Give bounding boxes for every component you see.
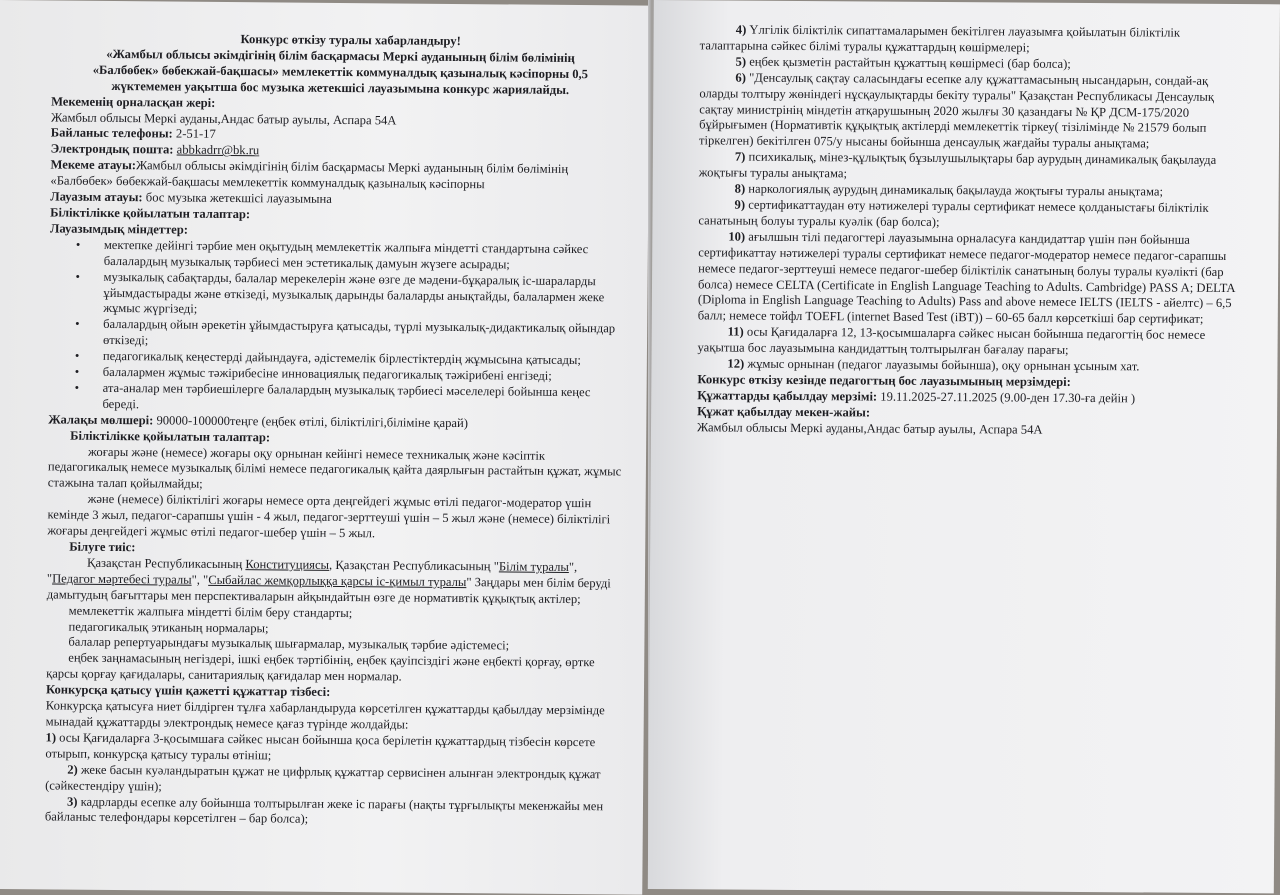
list-item [75,237,628,274]
right-page [648,0,1280,893]
law-link-teacher-status[interactable]: Педагог мәртебесі туралы [52,571,192,587]
doc-item [698,325,1248,361]
doc-item [45,730,623,767]
knowledge-text: " Заңдары мен білім беруді дамытудың бағыттары мен перспективаларын айқындайтын өзге де нормативтік құқықтық актілер; [46,574,611,606]
phone-value: 2-51-17 [172,126,216,142]
law-link-education[interactable]: Білім туралы [498,559,569,574]
doc-num: 6) [735,70,747,85]
doc-item [699,150,1249,186]
announcement-title-line-4: жүктемемен уақытша бос музыка жетекшісі лауазымына конкурс жариялайды. [111,78,570,97]
doc-num: 12) [727,356,745,371]
org-name-label: Мекеме атауы: [50,157,137,173]
position-label: Лауазым атауы: [50,189,143,205]
acceptance-address-label: Құжат қабылдау мекен-жайы: [697,404,871,420]
announcement-title-line-3: «Балбөбек» бөбекжай-бақшасы» мемлекеттік коммуналдық қазыналық кәсіпорны 0,5 [92,62,589,81]
acceptance-value: 19.11.2025-27.11.2025 (9.00-ден 17.30-ға дейін ) [877,389,1136,406]
doc-text: ағылшын тілі педагогтері лауазымына орналасуға кандидаттар үшін пән бойынша сертификаттау нәтижелері туралы сертификат немесе педагог-модератор немесе педагог-сарапшы немесе педагог-зерттеуші немесе педагог-шебер біліктілік санатының болуы туралы куәлікті (бар болса) немесе CELTA (Certificate in English Language Teaching to Adults. Cambridge) PASS A; DELTA (Diploma in English Language Teaching to Adults) Pass and above немесе IELTS (IELTS - айелтс) – 6,5 балл; немесе тойфл TOEFL (internet Based Test (iBT)) – 60-65 балл көрсеткіші бар сертификат; [697,229,1235,327]
doc-text: осы Қағидаларға 3-қосымшаға сәйкес нысан бойынша қоса берілетін құжаттардың тізбесін көрсете отырып, конкурсқа қатысу туралы өтініш; [45,730,596,763]
list-item [75,269,627,321]
doc-item [698,197,1248,233]
knowledge-item: еңбек заңнамасының негіздері, ішкі еңбек тәртібінің, еңбек қауіпсіздігі және еңбекті қорғау, өртке қарсы қорғау қағидалары, санитариялық қағидалар мен нормалар. [46,650,595,684]
law-link-anticorruption[interactable]: Сыбайлас жемқорлыққа қарсы іс-қимыл туралы [208,572,467,589]
acceptance-label: Құжаттарды қабылдау мерзімі: [697,388,878,404]
duties-heading: Лауазымдық міндеттер: [49,221,189,237]
doc-num: 5) [735,54,747,69]
phone-label: Байланыс телефоны: [50,125,173,141]
doc-num: 10) [728,229,746,244]
requirement-text: және (немесе) біліктілігі жоғары немесе орта деңгейдегі жұмыс өтілі педагог-модератор үшін кемінде 3 жыл, педагог-сарапшы үшін - 4 жыл, педагог-зерттеуші үшін – 5 жыл және (немесе) біліктілігі жоғары деңгейдегі жұмыс өтілі педагог-шебер үшін – 5 жыл. [47,492,611,541]
duty-text: балалардың ойын әрекетін ұйымдастыруға қатысады, түрлі музыкалық-дидактикалық ойындар өткізеді; [102,317,616,348]
announcement-title: Конкурс өткізу туралы хабарландыру! [240,32,461,49]
email-label: Электрондық пошта: [50,141,174,157]
bullet-icon: • [75,237,81,252]
doc-text: жұмыс орнынан (педагог лауазымы бойынша), оқу орнынан ұсыным хат. [744,356,1140,374]
docs-intro: Конкурсқа қатысуға ниет білдірген тұлға хабарландыруда көрсетілген құжаттарды қабылдау мерзімінде мынадай құжаттарды электрондық немесе қағаз түрінде жолдайды: [45,698,605,732]
bullet-icon: • [74,348,80,363]
bullet-icon: • [75,269,81,284]
doc-item [45,794,623,831]
docs-heading: Конкурсқа қатысу үшін қажетті құжаттар тізбесі: [45,682,331,700]
doc-num: 3) [66,794,78,809]
doc-num: 9) [734,197,746,212]
knowledge-item: балалар репертуарындағы музыкалық шығармалар, музыкалық тәрбие әдістемесі; [68,635,510,653]
deadline-heading: Конкурс өткізу кезінде педагогтың бос лауазымының мерзімдері: [697,372,1071,389]
doc-num: 11) [727,324,744,339]
knowledge-text: ", " [191,572,209,587]
acceptance-address-value: Жамбыл облысы Меркі ауданы,Андас батыр ауылы, Аспара 54А [696,419,1043,437]
position-value: бос музыка жетекшісі лауазымына [142,190,332,206]
list-item [74,380,626,417]
knowledge-text: ", " [46,559,578,586]
doc-num: 2) [67,762,78,777]
doc-text: кадрларды есепке алу бойынша толтырылған жеке іс парағы (нақты тұрғылықты мекенжайы мен байланыс телефондары көрсетілген – бар болса); [44,794,604,827]
knowledge-heading: Білуге тиіс: [69,539,136,555]
duty-text: мектепке дейінгі тәрбие мен оқытудың мемлекеттік жалпыға міндетті стандартына сәйкес балалардың музыкалық тәрбиесі мен эстетикалық дамуын жүзеге асырады; [103,237,589,272]
doc-text: Үлгілік біліктілік сипаттамаларымен бекітілген лауазымға қойылатын біліктілік талаптарына сәйкес білімі туралы құжаттардың көшірмелері; [699,22,1181,55]
bullet-icon: • [74,380,80,395]
doc-text: сертификаттаудан өту нәтижелері туралы сертификат немесе қолданыстағы біліктілік санатының болуы туралы куәлік (бар болса); [698,197,1209,229]
doc-num: 1) [45,730,57,745]
knowledge-laws [47,555,625,608]
org-address-value: Жамбыл облысы Меркі ауданы,Андас батыр ауылы, Аспара 54А [50,109,397,127]
knowledge-text: , Қазақстан Республикасының " [329,557,499,574]
org-address-label: Мекеменің орналасқан жері: [51,94,216,110]
doc-text: "Денсаулық сақтау саласындағы есепке алу құжаттамасының нысандарын, сондай-ақ оларды толтыру жөніндегі нұсқаулықтарды бекіту туралы" Қазақстан Республикасы Денсаулық сақтау министрінің міндетін атқарушының 2020 жылғы 30 қазандағы № ҚР ДСМ-175/2020 бұйрығымен (Нормативтік құқықтық актілерді мемлекеттік тіркеу( тізілімінде № 21579 болып тіркелген) бекітілген 075/у нысаны бойынша денсаулық жағдайы туралы анықтама; [698,70,1215,151]
knowledge-text: Қазақстан Республикасының [87,555,246,572]
law-link-constitution[interactable]: Конституциясы [245,557,330,572]
doc-item [698,229,1249,328]
duty-text: ата-аналар мен тәрбиешілерге балалардың музыкалық тәрбиесі мәселелері бойынша кеңес береді. [102,380,591,412]
salary-value: 90000-100000теңге (еңбек өтілі, біліктілігі,біліміне қарай) [153,413,468,430]
doc-text: еңбек қызметін растайтын құжаттың көшірмесі (бар болса); [746,54,1071,71]
knowledge-item: педагогикалық этиканың нормалары; [68,619,269,635]
doc-num: 4) [735,22,747,37]
doc-item [45,762,623,799]
knowledge-item: мемлекеттік жалпыға міндетті білім беру стандарты; [68,603,353,620]
salary-label: Жалақы мөлшері: [48,412,154,428]
doc-text: осы Қағидаларға 12, 13-қосымшаларға сәйкес нысан бойынша педагогтің бос немесе уақытша бос лауазымына кандидаттың толтырылған бағалау парағы; [697,324,1206,358]
doc-num: 8) [734,181,746,196]
org-name-line [50,158,628,195]
requirements-heading-2: Біліктілікке қойылатын талаптар: [70,428,271,445]
duty-text: педагогикалық кеңестерді дайындауға, әдістемелік бірлестіктердің жұмысына қатысады; [102,349,581,368]
requirements-heading: Біліктілікке қойылатын талаптар: [50,205,251,222]
list-item [75,316,627,353]
doc-num: 7) [734,149,746,164]
requirement-text: жоғары және (немесе) жоғары оқу орнынан кейінгі немесе техникалық және кәсіптік педагогикалық немесе музыкалық білімі немесе педагогикалық қайта даярлығын растайтын құжат, жұмыс стажына талап қойылмайды; [47,444,622,492]
doc-text: психикалық, мінез-құлықтық бұзылушылықтары бар аурудың динамикалық бақылауда жоқтығы туралы анықтама; [698,149,1217,181]
doc-text: наркологиялық аурудың динамикалық бақылауда жоқтығы туралы анықтама; [745,181,1164,199]
email-link[interactable]: abbkadrr@bk.ru [176,142,260,158]
org-name-value: Жамбыл облысы әкімдігінің білім басқармасы Меркі ауданының білім бөлімінің «Балбөбек» бөбекжай-бақшасы мемлекеттік коммуналдық қазыналық кәсіпорны [50,158,569,192]
doc-item [700,22,1250,58]
duties-list [48,237,628,417]
duty-text: музыкалық сабақтарды, балалар мерекелерін және өзге де мәдени-бұқаралық іс-шараларды ұйымдастырады және өткізеді, музыкалық дарынды балаларды анықтайды, балалармен жеке жұмыс жүргізеді; [103,269,605,317]
duty-text: балалармен жұмыс тәжірибесіне инновациялық педагогикалық тәжірибені енгізеді; [102,364,552,383]
doc-item [699,70,1250,153]
bullet-icon: • [75,316,80,332]
bullet-icon: • [74,364,80,379]
announcement-title-line-2: «Жамбыл облысы әкімдігінің білім басқармасы Меркі ауданының білім бөлімінің [106,46,575,65]
doc-text: жеке басын куәландыратын құжат не цифрлық құжаттар сервисінен алынған электрондық құжат (сәйкестендіру үшін); [45,762,601,794]
